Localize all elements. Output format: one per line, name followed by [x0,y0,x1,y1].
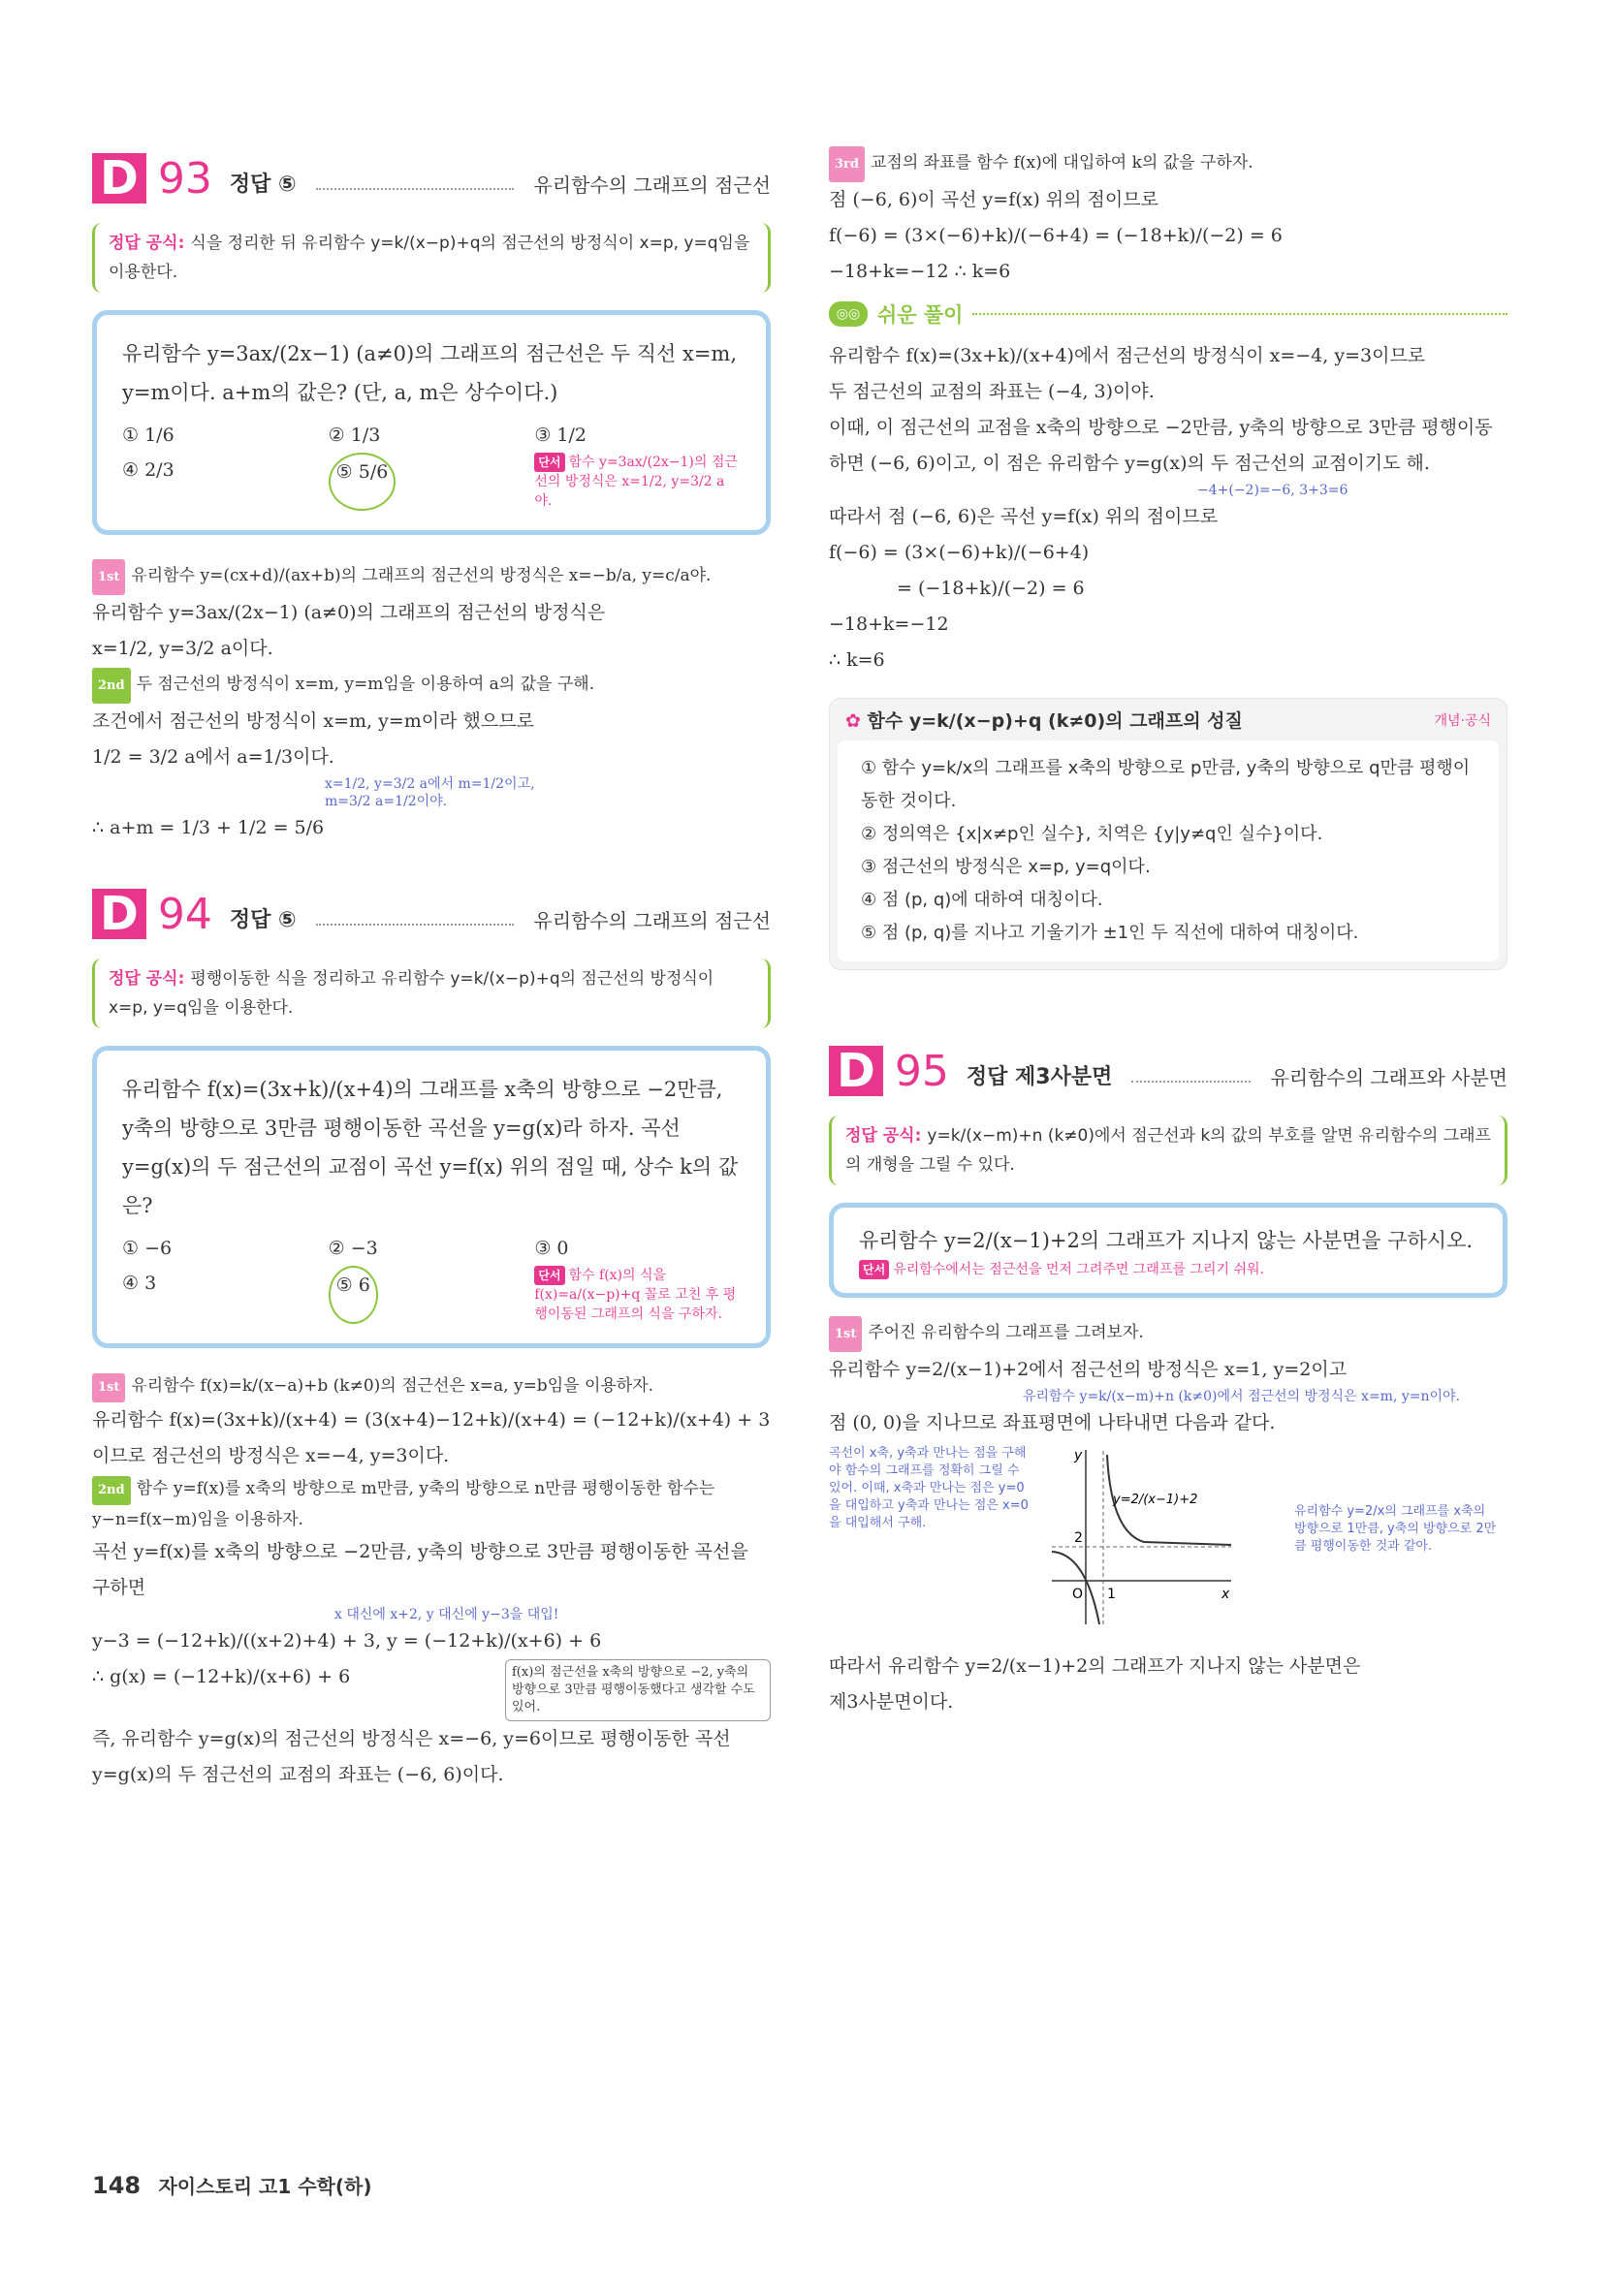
axis-x-label: x [1221,1587,1230,1602]
solution-line: −18+k=−12 ∴ k=6 [829,261,1011,282]
step-text: 두 점근선의 방정식이 x=m, y=m임을 이용하여 a의 값을 구해. [136,675,595,694]
choice-3: ③ 0 [534,1238,569,1259]
choice-1: ① 1/6 [122,425,174,446]
hint-tag: 단서 [534,453,564,472]
formula-text: 식을 정리한 뒤 유리함수 y=k/(x−p)+q의 점근선의 방정식이 x=p, y=q임을 이용한다. [109,234,750,282]
solution-line: 따라서 점 (−6, 6)은 곡선 y=f(x) 위의 점이므로 [829,506,1219,527]
graph-area [829,1445,1507,1639]
easy-solution [829,338,1507,678]
solution-line: 1/2 = 3/2 a에서 a=1/3이다. [92,746,334,768]
solution-94-cont [829,145,1507,290]
hint-text: 함수 y=3ax/(2x−1)의 점근선의 방정식은 x=1/2, y=3/2 a야. [534,455,738,509]
tick-label-2: 2 [1074,1530,1083,1546]
curve-label: y=2/(x−1)+2 [1113,1493,1198,1507]
problem-d-badge: D [92,889,146,939]
concept-item: ⑤ 점 (p, q)를 지나고 기울기가 ±1인 두 직선에 대하여 대칭이다. [861,923,1359,943]
hint [534,1266,741,1324]
concept-box [829,698,1507,970]
step-text: 유리함수 f(x)=k/(x−a)+b (k≠0)의 점근선은 x=a, y=b임을 이용하자. [131,1376,654,1396]
step-tag: 1st [92,559,125,595]
star-icon: ✿ [845,710,868,732]
leader-dots [316,924,515,926]
side-note-box: f(x)의 점근선을 x축의 방향으로 −2, y축의 방향으로 3만큼 평행이동했다고 생각할 수도 있어. [505,1659,771,1721]
step-text: 유리함수 y=(cx+d)/(ax+b)의 그래프의 점근선의 방정식은 x=−b/a, y=c/a야. [131,566,712,585]
solution-line: 이므로 점근선의 방정식은 x=−4, y=3이다. [92,1445,450,1466]
right-note: 유리함수 y=2/x의 그래프를 x축의 방향으로 1만큼, y축의 방향으로 2만큼 평행이동한 것과 같아. [1294,1504,1497,1554]
solution-line: f(−6) = (3×(−6)+k)/(−6+4) = (−18+k)/(−2) = 6 [829,225,1283,246]
solution-line: ∴ a+m = 1/3 + 1/2 = 5/6 [92,817,325,838]
solution-line: −18+k=−12 [829,613,949,635]
left-note: 곡선이 x축, y축과 만나는 점을 구해야 함수의 그래프를 정확히 그릴 수 있어. 이때, x축과 만나는 점은 y=0을 대입하고 y축과 만나는 점은 x=0을 대입해서 구해. [829,1446,1029,1530]
right-column [829,145,1507,1720]
solution-94 [92,1371,771,1793]
choice-5: ⑤ 6 [329,1266,378,1324]
side-note [325,775,771,810]
answer-label: 정답 ⑤ [229,173,297,197]
problem-number: 93 [157,154,212,204]
problem-94-header [92,881,771,939]
choices [122,1231,741,1324]
concept-header [830,699,1507,740]
formula-label: 정답 공식: [109,234,185,253]
origin-label: O [1072,1587,1084,1602]
hint-tag: 단서 [859,1260,889,1279]
solution-line: = (−18+k)/(−2) = 6 [897,578,1085,599]
step-tag: 1st [829,1316,862,1352]
question-text: 유리함수 y=2/(x−1)+2의 그래프가 지나지 않는 사분면을 구하시오. [859,1229,1474,1252]
choice-2: ② 1/3 [328,425,381,446]
solution-line: 점 (−6, 6)이 곡선 y=f(x) 위의 점이므로 [829,189,1158,210]
solution-line: 조건에서 점근선의 방정식이 x=m, y=m이라 했으므로 [92,710,534,732]
question-box [829,1203,1507,1298]
solution-line: ∴ k=6 [829,649,885,671]
solution-93 [92,558,771,846]
solution-line: 두 점근선의 교점의 좌표는 (−4, 3)이야. [829,381,1155,402]
question-text: 유리함수 f(x)=(3x+k)/(x+4)의 그래프를 x축의 방향으로 −2만큼, y축의 방향으로 3만큼 평행이동한 곡선을 y=g(x)라 하자. 곡선 y=g(x)의 두 점근선의 교점이 곡선 y=f(x) 위의 점일 때, 상수 k의 값은? [122,1078,739,1217]
concept-item: ② 정의역은 {x|x≠p인 실수}, 치역은 {y|y≠q인 실수}이다. [861,824,1323,844]
concept-title: 함수 y=k/(x−p)+q (k≠0)의 그래프의 성질 [867,710,1243,732]
answer-label: 정답 ⑤ [229,908,297,932]
hint-text: 함수 f(x)의 식을 f(x)=a/(x−p)+q 꼴로 고친 후 평행이동된 그래프의 식을 구하자. [534,1268,737,1322]
concept-body [838,740,1499,961]
formula-label: 정답 공식: [109,969,185,989]
choice-2: ② −3 [328,1238,378,1259]
formula-box [92,959,771,1028]
concept-item: ④ 점 (p, q)에 대하여 대칭이다. [861,890,1103,910]
step-tag: 1st [92,1373,125,1402]
page-footer [92,2171,371,2199]
divider [972,313,1507,315]
solution-line: 즉, 유리함수 y=g(x)의 점근선의 방정식은 x=−6, y=6이므로 평행이동한 곡선 y=g(x)의 두 점근선의 교점의 좌표는 (−6, 6)이다. [92,1728,731,1785]
problem-93-header [92,145,771,204]
topic-label: 유리함수의 그래프의 점근선 [533,909,771,932]
solution-line: ∴ g(x) = (−12+k)/(x+6) + 6 [92,1666,351,1687]
side-note: −4+(−2)=−6, 3+3=6 [1197,483,1348,498]
problem-number: 95 [894,1047,949,1096]
step-tag: 2nd [92,668,131,704]
formula-label: 정답 공식: [845,1126,922,1146]
choice-4: ④ 3 [122,1273,157,1294]
formula-box [829,1116,1507,1185]
glasses-icon: ◎◎ [829,301,868,327]
choice-4: ④ 2/3 [122,459,174,481]
note-line: x=1/2, y=3/2 a에서 m=1/2이고, [325,776,535,792]
conclusion-95 [829,1649,1507,1720]
step-text: 교점의 좌표를 함수 f(x)에 대입하여 k의 값을 구하자. [870,153,1253,173]
page-number: 148 [92,2172,142,2199]
note-line: m=3/2 a=1/2이야. [325,794,448,809]
step-tag: 2nd [92,1476,131,1505]
solution-line: 제3사분면이다. [829,1691,954,1713]
formula-text: 평행이동한 식을 정리하고 유리함수 y=k/(x−p)+q의 점근선의 방정식이 x=p, y=q임을 이용한다. [109,969,714,1018]
concept-category: 개념·공식 [1434,712,1491,729]
topic-label: 유리함수의 그래프의 점근선 [533,173,771,197]
problem-d-badge: D [829,1046,883,1096]
side-note: x 대신에 x+2, y 대신에 y−3을 대입! [334,1607,559,1622]
solution-line: 유리함수 y=2/(x−1)+2에서 점근선의 방정식은 x=1, y=2이고 [829,1359,1348,1380]
choice-3: ③ 1/2 [534,425,587,446]
choices [122,418,741,511]
formula-text: y=k/(x−m)+n (k≠0)에서 점근선과 k의 값의 부호를 알면 유리함수의 그래프의 개형을 그릴 수 있다. [845,1126,1491,1175]
hint-tag: 단서 [534,1266,564,1285]
concept-item: ① 함수 y=k/x의 그래프를 x축의 방향으로 p만큼, y축의 방향으로 q만큼 평행이동한 것이다. [861,758,1471,811]
choice-5: ⑤ 5/6 [329,453,397,511]
problem-95-header [829,1038,1507,1096]
book-title: 자이스토리 고1 수학(하) [158,2175,372,2198]
easy-solution-header [829,299,1507,329]
step-text: 주어진 유리함수의 그래프를 그려보자. [868,1323,1144,1342]
easy-label: 쉬운 풀이 [877,303,964,327]
problem-number: 94 [157,890,212,939]
question-box [92,310,771,535]
hint [859,1260,1477,1279]
solution-line: 유리함수 y=3ax/(2x−1) (a≠0)의 그래프의 점근선의 방정식은 [92,602,606,623]
question-text: 유리함수 y=3ax/(2x−1) (a≠0)의 그래프의 점근선은 두 직선 x=m, y=m이다. a+m의 값은? (단, a, m은 상수이다.) [122,342,737,404]
side-note: 유리함수 y=k/(x−m)+n (k≠0)에서 점근선의 방정식은 x=m, y=n이야. [1023,1389,1460,1404]
left-column [92,145,771,1793]
step-text: 함수 y=f(x)를 x축의 방향으로 m만큼, y축의 방향으로 n만큼 평행이동한 함수는 y−n=f(x−m)임을 이용하자. [92,1479,715,1529]
solution-line: y−3 = (−12+k)/((x+2)+4) + 3, y = (−12+k)/(x+6) + 6 [92,1630,602,1651]
question-box [92,1046,771,1348]
hint [534,453,741,511]
solution-line: 점 (0, 0)을 지나므로 좌표평면에 나타내면 다음과 같다. [829,1412,1276,1433]
answer-label: 정답 제3사분면 [966,1065,1113,1089]
topic-label: 유리함수의 그래프와 사분면 [1270,1066,1507,1089]
problem-d-badge: D [92,153,146,204]
tick-label-1: 1 [1107,1587,1116,1602]
solution-line: 유리함수 f(x)=(3x+k)/(x+4) = (3(x+4)−12+k)/(x+4) = (−12+k)/(x+4) + 3 [92,1409,771,1431]
step-tag: 3rd [829,146,865,182]
solution-line: x=1/2, y=3/2 a이다. [92,638,273,659]
axis-y-label: y [1074,1448,1083,1463]
leader-dots [1131,1081,1251,1083]
function-graph [1047,1445,1241,1629]
solution-line: 유리함수 f(x)=(3x+k)/(x+4)에서 점근선의 방정식이 x=−4, y=3이므로 [829,345,1426,366]
concept-item: ③ 점근선의 방정식은 x=p, y=q이다. [861,857,1151,877]
solution-line: 이때, 이 점근선의 교점을 x축의 방향으로 −2만큼, y축의 방향으로 3만큼 평행이동하면 (−6, 6)이고, 이 점은 유리함수 y=g(x)의 두 점근선의 교점이기도 해. [829,417,1493,474]
solution-line: f(−6) = (3×(−6)+k)/(−6+4) [829,542,1090,563]
hint-text: 유리함수에서는 점근선을 먼저 그려주면 그래프를 그리기 쉬워. [893,1262,1264,1277]
choice-1: ① −6 [122,1238,173,1259]
solution-line: 따라서 유리함수 y=2/(x−1)+2의 그래프가 지나지 않는 사분면은 [829,1655,1361,1677]
leader-dots [316,188,515,190]
solution-95 [829,1315,1507,1441]
formula-box [92,223,771,293]
solution-line: 곡선 y=f(x)를 x축의 방향으로 −2만큼, y축의 방향으로 3만큼 평행이동한 곡선을 구하면 [92,1541,748,1598]
